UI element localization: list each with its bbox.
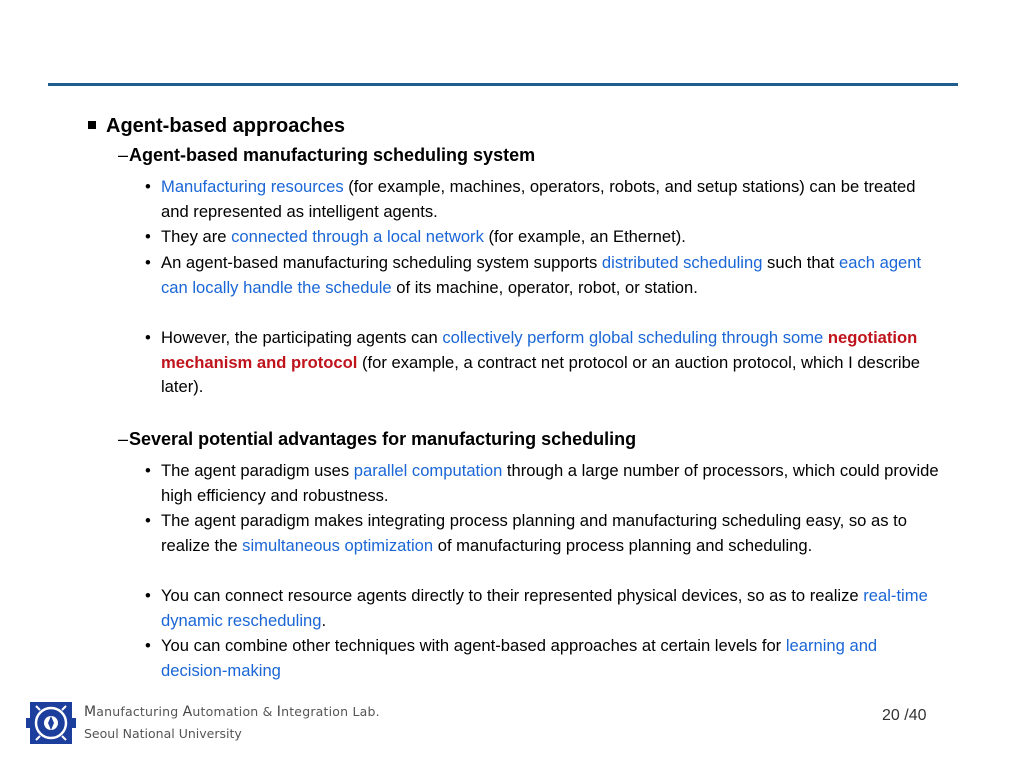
bullet-text: [161, 509, 945, 558]
highlighted-phrase: negotiation mechanism and protocol: [161, 328, 918, 372]
bullet-segment: (for example, an Ethernet).: [483, 227, 686, 246]
highlighted-phrase: distributed scheduling: [601, 253, 763, 272]
lab-name-part: utomation &: [192, 704, 277, 719]
list-item: • Manufacturing resources (for example, machines, operators, robots, and setup stations) can be treated and represented as intelligent agents.: [145, 175, 945, 224]
square-bullet-icon: [88, 121, 96, 129]
highlighted-phrase: each agent can locally handle the schedule: [161, 253, 922, 297]
bullet-segment: They are: [161, 227, 232, 246]
list-item: • However, the participating agents can collectively perform global scheduling through some negotiation mechanism and protocol (for example, a contract net protocol or an auction protocol, which I describe later).: [145, 326, 945, 400]
list-item: • The agent paradigm makes integrating process planning and manufacturing scheduling easy, so as to realize the simultaneous optimization of manufacturing process planning and scheduling.: [145, 509, 945, 558]
university-emblem-icon: [26, 700, 76, 746]
bullet-segment: You can combine other techniques with agent-based approaches at certain levels for: [161, 636, 786, 655]
bullet-segment: (for example, a contract net protocol or an auction protocol, which I describe later).: [161, 352, 921, 396]
bullet-segment: The agent paradigm uses: [161, 461, 354, 480]
list-item: • You can connect resource agents directly to their represented physical devices, so as to realize real-time dynamic rescheduling.: [145, 584, 945, 633]
lab-name: [84, 704, 380, 720]
bullet-segment: An agent-based manufacturing scheduling system supports: [161, 253, 602, 272]
lab-name-part: M: [84, 704, 97, 720]
page-number: 20 /40: [882, 707, 927, 724]
main-heading-text: Agent-based approaches: [106, 115, 345, 137]
bullet-text: [161, 584, 945, 633]
section-title-2: –Several potential advantages for manufacturing scheduling: [118, 429, 637, 449]
bullet-text: [161, 225, 945, 250]
lab-name-part: ntegration Lab.: [281, 704, 380, 719]
bullet-segment: (for example, machines, operators, robots, and setup stations) can be treated and represented as intelligent agents.: [161, 177, 916, 221]
highlighted-phrase: connected through a local network: [231, 227, 484, 246]
bullet-text: [161, 326, 945, 400]
lab-name-part: I: [276, 704, 282, 720]
bullet-segment: of manufacturing process planning and scheduling.: [433, 535, 813, 555]
list-item: • You can combine other techniques with agent-based approaches at certain levels for learning and decision-making: [145, 634, 945, 683]
highlighted-phrase: simultaneous optimization: [242, 535, 434, 555]
highlighted-phrase: learning and decision-making: [161, 636, 878, 680]
lab-name-part: A: [182, 704, 193, 720]
bullet-segment: However, the participating agents can: [161, 328, 443, 347]
main-heading: [88, 115, 345, 138]
lab-name-part: anufacturing: [96, 704, 183, 719]
highlighted-phrase: parallel computation: [353, 461, 503, 480]
title-divider: [48, 83, 958, 86]
bullet-segment: such that: [762, 253, 839, 272]
bullet-text: [161, 175, 945, 224]
university-name: Seoul National University: [84, 726, 242, 741]
section-title-1-text: Agent-based manufacturing scheduling system: [129, 145, 536, 165]
section-title-2-text: Several potential advantages for manufacturing scheduling: [129, 429, 637, 449]
bullet-segment: The agent paradigm makes integrating process planning and manufacturing scheduling easy, so as to realize the: [161, 511, 907, 555]
list-item: • The agent paradigm uses parallel computation through a large number of processors, which could provide high efficiency and robustness.: [145, 459, 945, 508]
highlighted-phrase: Manufacturing resources: [161, 177, 344, 196]
highlighted-phrase: collectively perform global scheduling through some: [442, 328, 824, 347]
list-item: • An agent-based manufacturing scheduling system supports distributed scheduling such that each agent can locally handle the schedule of its machine, operator, robot, or station.: [145, 251, 945, 300]
section-title-1: –Agent-based manufacturing scheduling system: [118, 145, 536, 165]
bullet-text: [161, 251, 945, 300]
bullet-text: [161, 634, 945, 683]
bullet-segment: through a large number of processors, which could provide high efficiency and robustness.: [161, 461, 939, 505]
highlighted-phrase: real-time dynamic rescheduling: [161, 586, 928, 630]
list-item: • They are connected through a local network (for example, an Ethernet).: [145, 225, 945, 250]
bullet-segment: .: [321, 610, 327, 630]
bullet-text: [161, 459, 945, 508]
bullet-segment: You can connect resource agents directly to their represented physical devices, so as to realize: [161, 586, 864, 605]
bullet-segment: of its machine, operator, robot, or station.: [391, 277, 698, 297]
